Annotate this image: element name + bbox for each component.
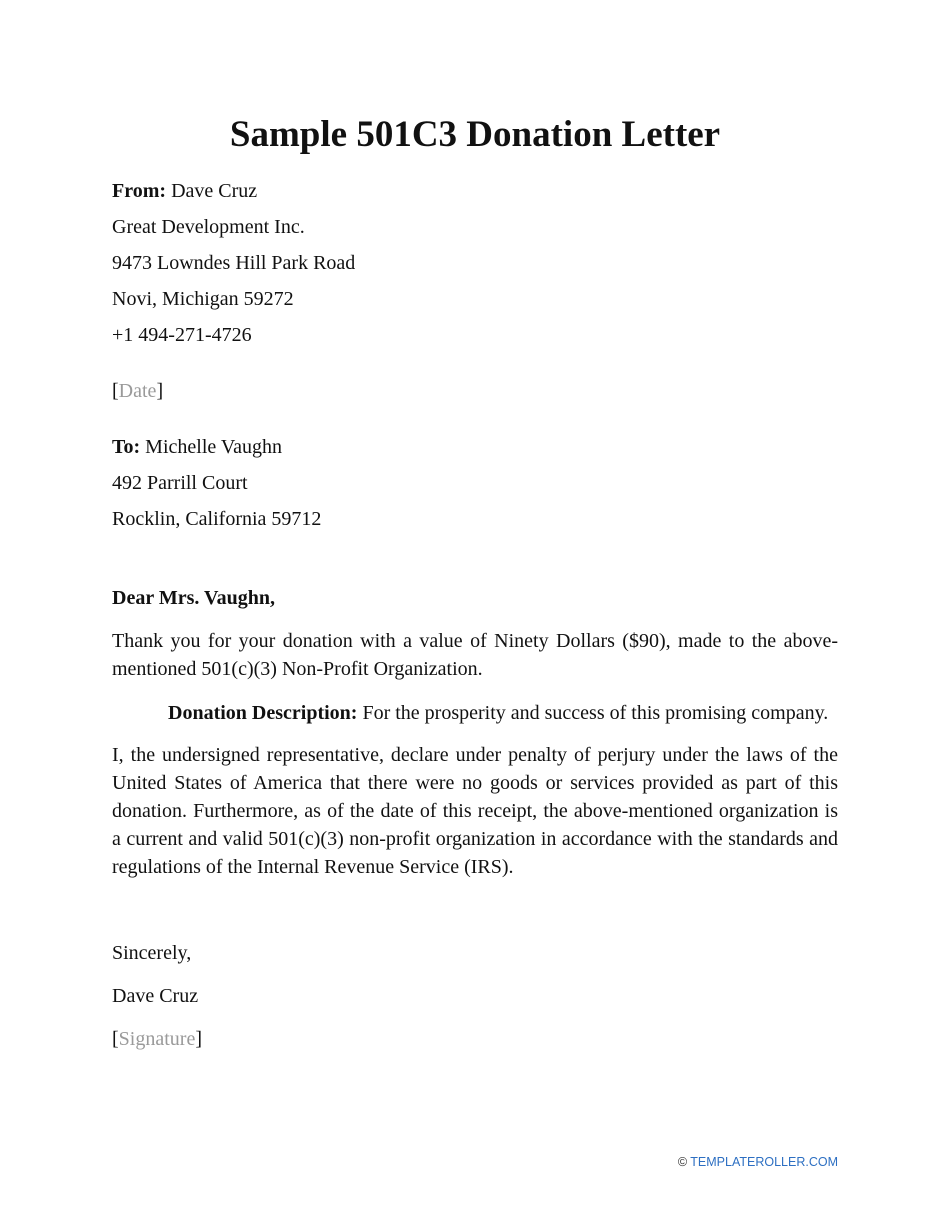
recipient-name-line (112, 434, 282, 460)
date-open-bracket: [ (112, 380, 119, 402)
signature-placeholder: Signature (118, 1028, 196, 1050)
donation-description-text: For the prosperity and success of this promising company. (362, 702, 829, 724)
sender-name-line (112, 178, 257, 204)
to-label: To: (112, 436, 141, 458)
signer-name: Dave Cruz (112, 985, 199, 1007)
sender-company: Great Development Inc. (112, 216, 305, 238)
copyright-symbol: © (677, 1155, 688, 1169)
signature-open-bracket: [ (112, 1028, 119, 1050)
sender-city: Novi, Michigan 59272 (112, 288, 294, 310)
sender-name: Dave Cruz (171, 180, 258, 202)
recipient-name: Michelle Vaughn (145, 436, 282, 458)
recipient-street: 492 Parrill Court (112, 472, 248, 494)
from-label: From: (112, 180, 167, 202)
signature-close-bracket: ] (195, 1028, 202, 1050)
donation-description (168, 700, 828, 726)
date-placeholder: Date (118, 380, 157, 402)
page-title: Sample 501C3 Donation Letter (229, 114, 721, 155)
sender-street: 9473 Lowndes Hill Park Road (112, 252, 356, 274)
date-field[interactable] (112, 378, 163, 404)
recipient-city: Rocklin, California 59712 (112, 508, 322, 530)
valediction: Sincerely, (112, 942, 192, 964)
footer-link[interactable] (678, 1154, 838, 1170)
donation-paragraph: Thank you for your donation with a value of Ninety Dollars ($90), made to the above-mentioned 501(c)(3) Non-Profit Organization. (112, 630, 838, 680)
salutation: Dear Mrs. Vaughn, (112, 587, 275, 609)
sender-phone: +1 494-271-4726 (112, 324, 252, 346)
declaration-paragraph: I, the undersigned representative, declare under penalty of perjury under the laws of the United States of America that there were no goods or services provided as part of this donation. Furthermore, as of the date of this receipt, the above-mentioned organization is a current and valid 501(c)(3) non-profit organization in accordance with the standards and regulations of the Internal Revenue Service (IRS). (112, 744, 838, 878)
footer-brand[interactable]: TEMPLATEROLLER.COM (690, 1155, 838, 1169)
signature-field[interactable] (112, 1026, 202, 1052)
date-close-bracket: ] (156, 380, 164, 402)
donation-description-label: Donation Description: (168, 702, 358, 724)
